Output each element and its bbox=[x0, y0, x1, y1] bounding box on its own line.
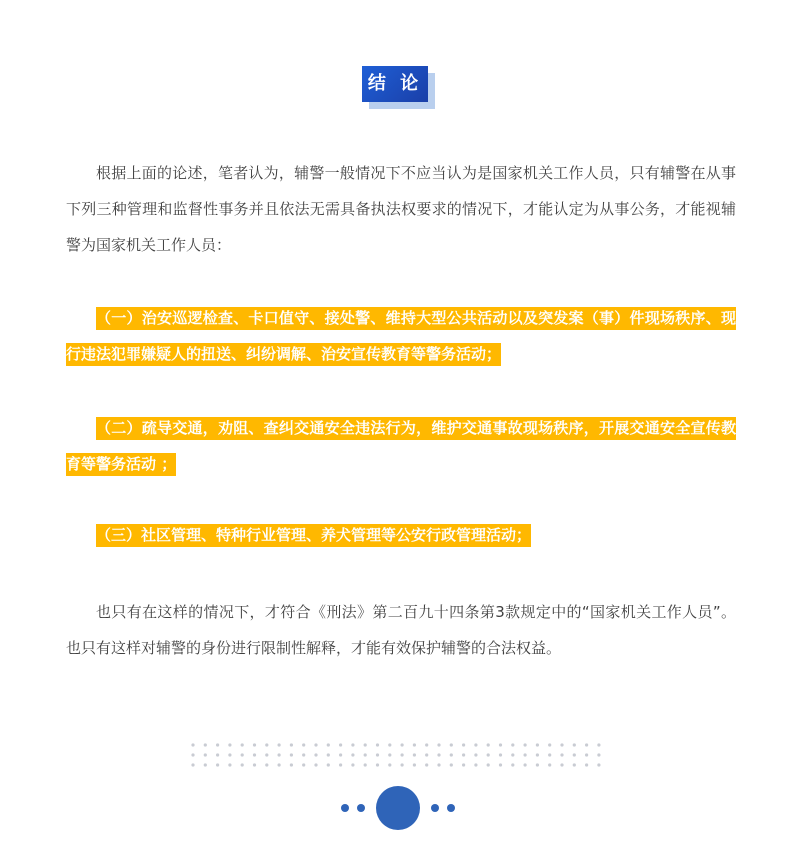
grid-dot bbox=[499, 763, 502, 766]
grid-dot bbox=[388, 743, 391, 746]
grid-dot bbox=[204, 763, 207, 766]
grid-dot bbox=[253, 743, 256, 746]
grid-dot bbox=[585, 763, 588, 766]
grid-dot bbox=[191, 743, 194, 746]
grid-dot bbox=[388, 753, 391, 756]
grid-dot bbox=[278, 753, 281, 756]
grid-dot bbox=[401, 753, 404, 756]
grid-dot bbox=[450, 763, 453, 766]
highlighted-item-3 bbox=[66, 517, 736, 553]
grid-dot bbox=[376, 743, 379, 746]
conclusion-paragraph: 也只有在这样的情况下，才符合《刑法》第二百九十四条第3款规定中的“国家机关工作人员”。也只有这样对辅警的身份进行限制性解释，才能有效保护辅警的合法权益。 bbox=[66, 603, 736, 657]
grid-dot bbox=[536, 763, 539, 766]
grid-dot bbox=[474, 763, 477, 766]
grid-dot bbox=[462, 763, 465, 766]
grid-dot bbox=[253, 763, 256, 766]
grid-dot bbox=[401, 743, 404, 746]
grid-dot bbox=[327, 753, 330, 756]
grid-dot bbox=[573, 763, 576, 766]
small-dot-right-inner bbox=[431, 804, 439, 812]
grid-dot bbox=[499, 753, 502, 756]
grid-dot bbox=[585, 743, 588, 746]
grid-dot bbox=[191, 763, 194, 766]
large-center-dot bbox=[376, 786, 420, 830]
highlighted-item-1-text: （一）治安巡逻检查、卡口值守、接处警、维持大型公共活动以及突发案（事）件现场秩序、现行违法犯罪嫌疑人的扭送、纠纷调解、治安宣传教育等警务活动； bbox=[66, 307, 736, 366]
grid-dot bbox=[401, 763, 404, 766]
highlighted-item-2-text: （二）疏导交通，劝阻、查纠交通安全违法行为，维护交通事故现场秩序，开展交通安全宣传教育等警务活动 ； bbox=[66, 417, 736, 476]
highlighted-item-2 bbox=[66, 410, 736, 482]
grid-dot bbox=[216, 763, 219, 766]
grid-dot bbox=[204, 743, 207, 746]
grid-dot bbox=[364, 753, 367, 756]
grid-dot bbox=[191, 753, 194, 756]
grid-dot bbox=[278, 763, 281, 766]
grid-dot bbox=[487, 753, 490, 756]
grid-dot bbox=[536, 743, 539, 746]
grid-dot bbox=[241, 743, 244, 746]
section-heading-badge bbox=[362, 66, 436, 110]
grid-dot bbox=[573, 753, 576, 756]
grid-dot bbox=[290, 753, 293, 756]
grid-dot bbox=[425, 753, 428, 756]
grid-dot bbox=[511, 743, 514, 746]
grid-dot bbox=[314, 743, 317, 746]
grid-dot bbox=[474, 753, 477, 756]
grid-dot bbox=[339, 743, 342, 746]
grid-dot bbox=[204, 753, 207, 756]
small-dot-left-outer bbox=[341, 804, 349, 812]
grid-dot bbox=[511, 753, 514, 756]
grid-dot bbox=[499, 743, 502, 746]
grid-dot bbox=[462, 753, 465, 756]
grid-dot bbox=[511, 763, 514, 766]
grid-dot bbox=[302, 763, 305, 766]
grid-dot bbox=[302, 743, 305, 746]
dot-grid-divider bbox=[190, 742, 610, 768]
grid-dot bbox=[290, 763, 293, 766]
grid-dot bbox=[450, 743, 453, 746]
grid-dot bbox=[597, 743, 600, 746]
grid-dot bbox=[597, 753, 600, 756]
grid-dot bbox=[376, 763, 379, 766]
grid-dot bbox=[548, 763, 551, 766]
grid-dot bbox=[228, 763, 231, 766]
grid-dot bbox=[327, 743, 330, 746]
section-heading: 结 论 bbox=[362, 66, 428, 102]
grid-dot bbox=[351, 753, 354, 756]
grid-dot bbox=[228, 743, 231, 746]
grid-dot bbox=[241, 763, 244, 766]
grid-dot bbox=[364, 763, 367, 766]
grid-dot bbox=[560, 763, 563, 766]
grid-dot bbox=[216, 743, 219, 746]
grid-dot bbox=[425, 763, 428, 766]
grid-dot bbox=[573, 743, 576, 746]
grid-dot bbox=[585, 753, 588, 756]
small-dot-right-outer bbox=[447, 804, 455, 812]
grid-dot bbox=[437, 753, 440, 756]
grid-dot bbox=[524, 743, 527, 746]
grid-dot bbox=[524, 763, 527, 766]
highlighted-item-1 bbox=[66, 300, 736, 372]
grid-dot bbox=[351, 763, 354, 766]
grid-dot bbox=[450, 753, 453, 756]
footer-dots-ornament bbox=[335, 784, 465, 832]
grid-dot bbox=[278, 743, 281, 746]
grid-dot bbox=[437, 743, 440, 746]
grid-dot bbox=[364, 743, 367, 746]
grid-dot bbox=[339, 753, 342, 756]
grid-dot bbox=[241, 753, 244, 756]
grid-dot bbox=[339, 763, 342, 766]
grid-dot bbox=[560, 743, 563, 746]
grid-dot bbox=[560, 753, 563, 756]
grid-dot bbox=[413, 753, 416, 756]
grid-dot bbox=[548, 743, 551, 746]
grid-dot bbox=[487, 743, 490, 746]
grid-dot bbox=[265, 763, 268, 766]
grid-dot bbox=[597, 763, 600, 766]
highlighted-item-3-text: （三）社区管理、特种行业管理、养犬管理等公安行政管理活动； bbox=[96, 524, 531, 547]
grid-dot bbox=[228, 753, 231, 756]
grid-dot bbox=[462, 743, 465, 746]
small-dot-left-inner bbox=[357, 804, 365, 812]
grid-dot bbox=[253, 753, 256, 756]
grid-dot bbox=[327, 763, 330, 766]
grid-dot bbox=[474, 743, 477, 746]
grid-dot bbox=[376, 753, 379, 756]
grid-dot bbox=[302, 753, 305, 756]
intro-paragraph: 根据上面的论述，笔者认为，辅警一般情况下不应当认为是国家机关工作人员，只有辅警在从事下列三种管理和监督性事务并且依法无需具备执法权要求的情况下，才能认定为从事公务，才能视辅警为国家机关工作人员： bbox=[66, 164, 736, 254]
grid-dot bbox=[265, 753, 268, 756]
grid-dot bbox=[265, 743, 268, 746]
grid-dot bbox=[425, 743, 428, 746]
grid-dot bbox=[524, 753, 527, 756]
grid-dot bbox=[216, 753, 219, 756]
grid-dot bbox=[548, 753, 551, 756]
grid-dot bbox=[290, 743, 293, 746]
grid-dot bbox=[314, 763, 317, 766]
grid-dot bbox=[487, 763, 490, 766]
grid-dot bbox=[351, 743, 354, 746]
grid-dot bbox=[536, 753, 539, 756]
grid-dot bbox=[388, 763, 391, 766]
grid-dot bbox=[413, 763, 416, 766]
grid-dot bbox=[413, 743, 416, 746]
grid-dot bbox=[314, 753, 317, 756]
grid-dot bbox=[437, 763, 440, 766]
